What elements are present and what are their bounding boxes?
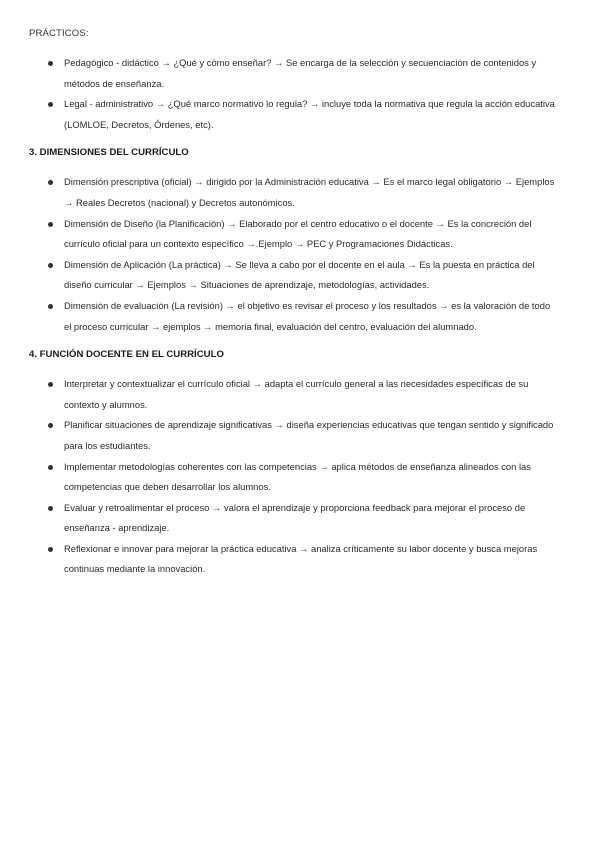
list-item-text: Dimensión de evaluación (La revisión) → el objetivo es revisar el proceso y los resultados → es la valoración de todo el proceso curricular → ejemplos → memoria final, evaluación del centro, evaluación del alumnado. <box>64 299 551 332</box>
list-item-text: Dimensión prescriptiva (oficial) → dirigido por la Administración educativa → Es el marco legal obligatorio → Ejemplos → Reales Decretos (nacional) y Decretos autonómicos. <box>64 176 555 208</box>
bullet-icon <box>48 465 53 470</box>
list-item-text: Implementar metodologías coherentes con las competencias → aplica métodos de enseñanza alineados con las competencias que deben desarrollar los alumnos. <box>64 460 531 493</box>
section-3-list <box>29 172 560 337</box>
list-item <box>29 415 560 456</box>
bullet-icon <box>48 304 53 309</box>
list-item-text: Interpretar y contextualizar el currículo oficial → adapta el currículo general a las necesidades específicas de su contexto y alumnos. <box>64 378 529 410</box>
list-item-text: Dimensión de Diseño (la Planificación) → Elaborado por el centro educativo o el docente → Es la concreción del currículo oficial para un contexto específico →.Ejemplo → PEC y Programaciones Didácticas. <box>64 217 532 250</box>
bullet-icon <box>48 382 53 387</box>
section-4-title: 4. FUNCIÓN DOCENTE EN EL CURRÍCULO <box>29 349 224 361</box>
list-item <box>29 172 560 213</box>
list-item-text: Dimensión de Aplicación (La práctica) → Se lleva a cabo por el docente en el aula → Es la puesta en práctica del diseño curricular → Ejemplos → Situaciones de aprendizaje, metodologías, actividades. <box>64 258 535 291</box>
bullet-icon <box>48 222 53 227</box>
section-4-list <box>29 374 560 580</box>
list-item <box>29 255 560 296</box>
list-item <box>29 53 560 94</box>
bullet-icon <box>48 61 53 66</box>
list-item-text: Pedagógico - didáctico → ¿Qué y cómo enseñar? → Se encarga de la selección y secuenciación de contenidos y métodos de enseñanza. <box>64 57 537 89</box>
bullet-icon <box>48 180 53 185</box>
intro-heading: PRÁCTICOS: <box>29 28 89 39</box>
list-item <box>29 457 560 498</box>
list-item <box>29 214 560 255</box>
bullet-icon <box>48 547 53 552</box>
intro-list <box>29 53 560 135</box>
list-item-text: Evaluar y retroalimentar el proceso → valora el aprendizaje y proporciona feedback para mejorar el proceso de enseñanza - aprendizaje. <box>64 501 526 534</box>
list-item-text: Reflexionar e innovar para mejorar la práctica educativa → analiza críticamente su labor docente y busca mejoras continuas mediante la innovación. <box>64 542 538 575</box>
list-item-text: Planificar situaciones de aprendizaje significativas → diseña experiencias educativas que tengan sentido y significado para los estudiantes. <box>64 419 554 451</box>
bullet-icon <box>48 423 53 428</box>
bullet-icon <box>48 263 53 268</box>
list-item <box>29 296 560 337</box>
bullet-icon <box>48 506 53 511</box>
list-item <box>29 94 560 135</box>
section-3-title: 3. DIMENSIONES DEL CURRÍCULO <box>29 147 189 159</box>
list-item <box>29 539 560 580</box>
list-item <box>29 498 560 539</box>
bullet-icon <box>48 102 53 107</box>
list-item-text: Legal - administrativo → ¿Qué marco normativo lo regula? → incluye toda la normativa que regula la acción educativa (LOMLOE, Decretos, Órdenes, etc). <box>64 98 555 130</box>
list-item <box>29 374 560 415</box>
